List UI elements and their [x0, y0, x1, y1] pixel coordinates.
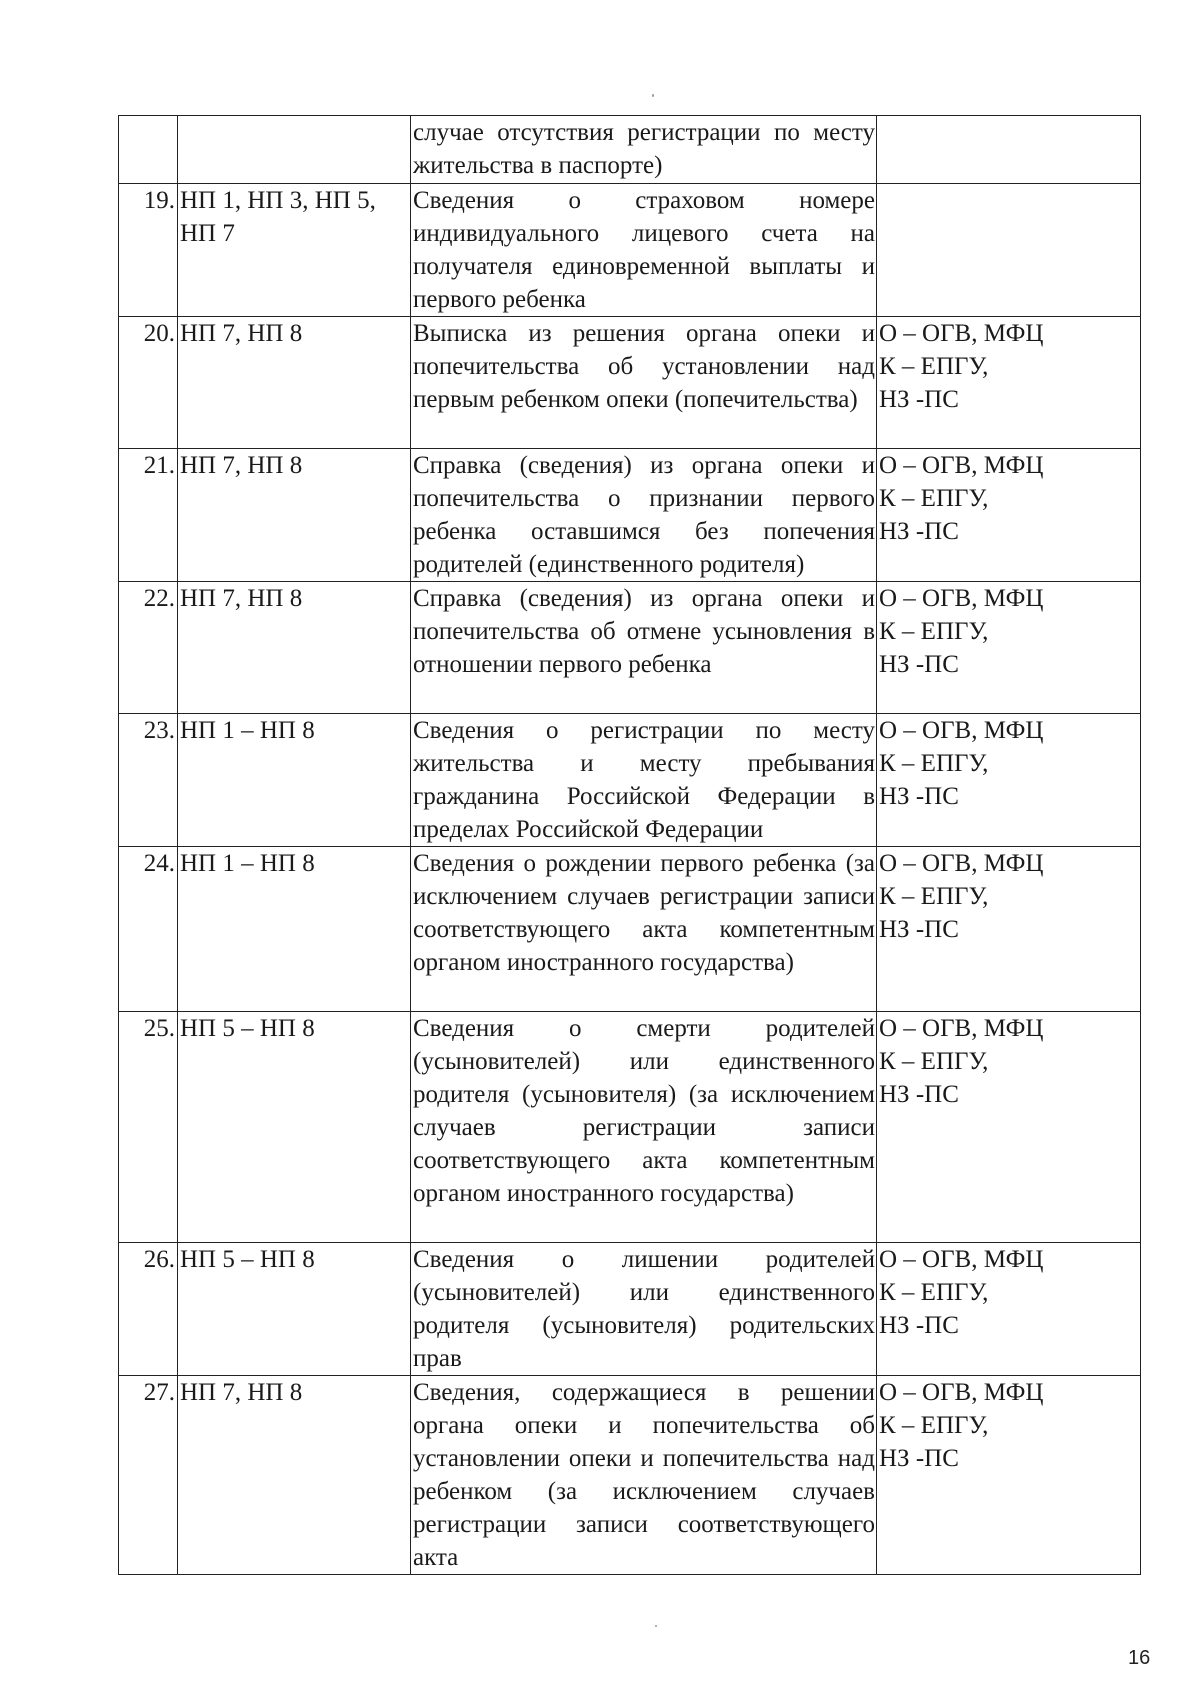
document-description: Сведения о лишении родителей (усыновителей) или единственного родителя (усыновителя) родительских прав [411, 1243, 877, 1376]
document-description: Выписка из решения органа опеки и попечительства об установлении над первым ребенком опеки (попечительства) [411, 317, 877, 449]
document-description: Сведения, содержащиеся в решении органа опеки и попечительства об установлении опеки и попечительства над ребенком (за исключением случаев регистрации записи соответствующего акта [411, 1376, 877, 1575]
submission-channel: О – ОГВ, МФЦ К – ЕПГУ, НЗ -ПС [877, 1243, 1141, 1376]
table-row [119, 1376, 1141, 1575]
documents-table [118, 115, 1141, 1575]
document-description: Сведения о регистрации по месту жительства и месту пребывания гражданина Российской Федерации в пределах Российской Федерации [411, 714, 877, 847]
row-number: 22. [119, 582, 178, 714]
document-description: Сведения о страховом номере индивидуального лицевого счета на получателя единовременной выплаты и первого ребенка [411, 184, 877, 317]
scan-speck [652, 94, 654, 97]
document-description: Сведения о рождении первого ребенка (за исключением случаев регистрации записи соответствующего акта компетентным органом иностранного государства) [411, 847, 877, 1012]
submission-channel: О – ОГВ, МФЦ К – ЕПГУ, НЗ -ПС [877, 1376, 1141, 1575]
submission-channel [877, 184, 1141, 317]
applicant-category: НП 1 – НП 8 [178, 714, 411, 847]
applicant-category [178, 116, 411, 184]
row-number: 25. [119, 1012, 178, 1243]
document-description: Справка (сведения) из органа опеки и попечительства об отмене усыновления в отношении первого ребенка [411, 582, 877, 714]
applicant-category: НП 7, НП 8 [178, 1376, 411, 1575]
submission-channel: О – ОГВ, МФЦ К – ЕПГУ, НЗ -ПС [877, 582, 1141, 714]
table-row [119, 116, 1141, 184]
document-description: Справка (сведения) из органа опеки и попечительства о признании первого ребенка оставшимся без попечения родителей (единственного родителя) [411, 449, 877, 582]
applicant-category: НП 7, НП 8 [178, 582, 411, 714]
row-number: 23. [119, 714, 178, 847]
scan-speck [655, 1625, 657, 1627]
submission-channel: О – ОГВ, МФЦ К – ЕПГУ, НЗ -ПС [877, 847, 1141, 1012]
submission-channel [877, 116, 1141, 184]
table-row [119, 317, 1141, 449]
applicant-category: НП 1 – НП 8 [178, 847, 411, 1012]
row-number: 26. [119, 1243, 178, 1376]
table-row [119, 1012, 1141, 1243]
applicant-category: НП 7, НП 8 [178, 317, 411, 449]
submission-channel: О – ОГВ, МФЦ К – ЕПГУ, НЗ -ПС [877, 1012, 1141, 1243]
submission-channel: О – ОГВ, МФЦ К – ЕПГУ, НЗ -ПС [877, 317, 1141, 449]
applicant-category: НП 5 – НП 8 [178, 1243, 411, 1376]
page-number: 16 [1128, 1647, 1151, 1669]
submission-channel: О – ОГВ, МФЦ К – ЕПГУ, НЗ -ПС [877, 449, 1141, 582]
row-number: 20. [119, 317, 178, 449]
table-row [119, 1243, 1141, 1376]
submission-channel: О – ОГВ, МФЦ К – ЕПГУ, НЗ -ПС [877, 714, 1141, 847]
table-row [119, 449, 1141, 582]
table-row [119, 582, 1141, 714]
table-row [119, 714, 1141, 847]
applicant-category: НП 1, НП 3, НП 5, НП 7 [178, 184, 411, 317]
row-number: 21. [119, 449, 178, 582]
applicant-category: НП 7, НП 8 [178, 449, 411, 582]
row-number: 24. [119, 847, 178, 1012]
applicant-category: НП 5 – НП 8 [178, 1012, 411, 1243]
row-number [119, 116, 178, 184]
document-description: случае отсутствия регистрации по месту жительства в паспорте) [411, 116, 877, 184]
row-number: 19. [119, 184, 178, 317]
table-row [119, 184, 1141, 317]
row-number: 27. [119, 1376, 178, 1575]
document-description: Сведения о смерти родителей (усыновителей) или единственного родителя (усыновителя) (за исключением случаев регистрации записи соответствующего акта компетентным органом иностранного государства) [411, 1012, 877, 1243]
table-row [119, 847, 1141, 1012]
